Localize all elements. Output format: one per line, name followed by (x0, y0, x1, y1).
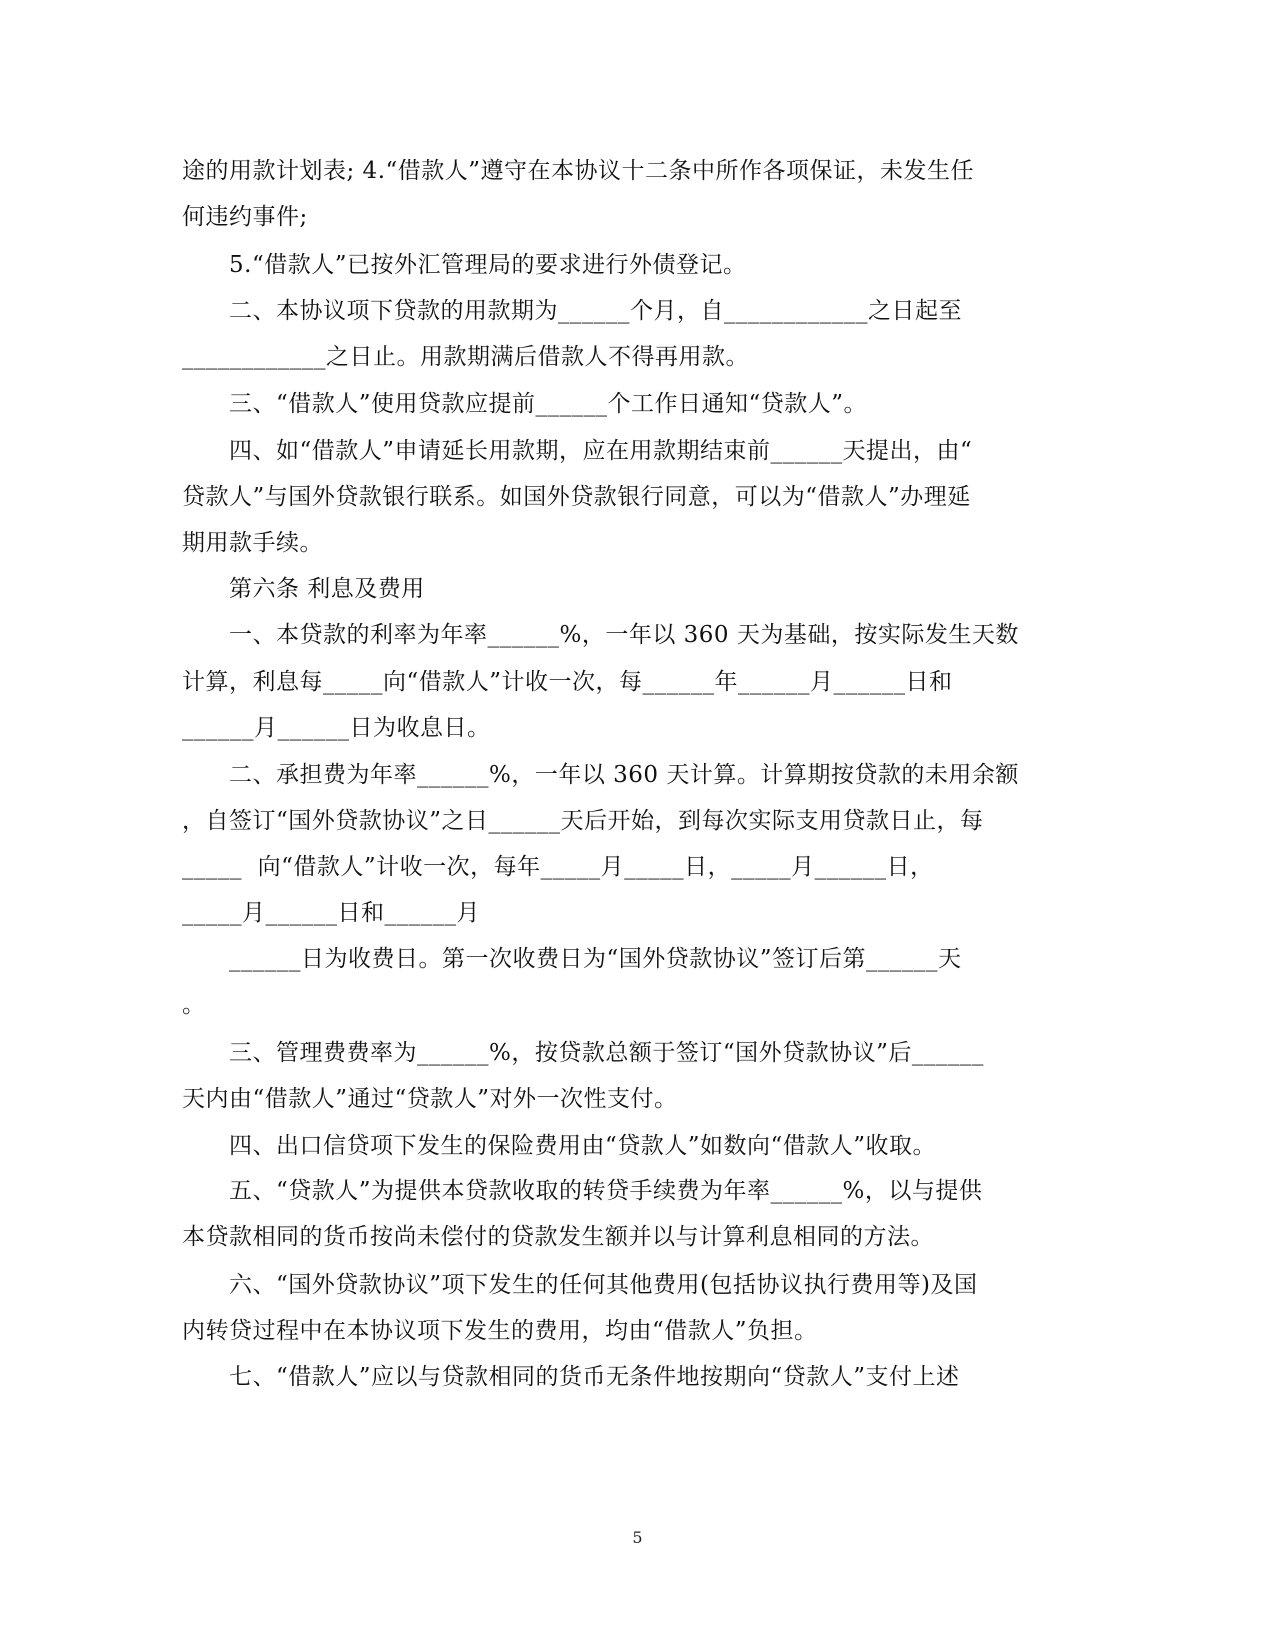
text-line: ______月______日为收息日。 (182, 715, 491, 741)
text-line: 二、本协议项下贷款的用款期为______个月，自____________之日起至 (229, 298, 962, 324)
text-line: 5.“借款人”已按外汇管理局的要求进行外债登记。 (229, 252, 747, 278)
text-line: 七、“借款人”应以与贷款相同的货币无条件地按期向“贷款人”支付上述 (229, 1364, 960, 1390)
text-line: _____ 向“借款人”计收一次，每年_____月_____日，_____月______日， (182, 854, 934, 880)
text-line: 。 (182, 992, 206, 1018)
text-line: 计算，利息每_____向“借款人”计收一次，每______年______月______日和 (182, 669, 953, 695)
text-line: 二、承担费为年率______%，一年以 360 天计算。计算期按贷款的未用余额 (229, 762, 1019, 788)
text-line: 一、本贷款的利率为年率______%，一年以 360 天为基础，按实际发生天数 (229, 622, 1019, 648)
text-line: ____________之日止。用款期满后借款人不得再用款。 (182, 344, 749, 370)
text-line: 三、“借款人”使用贷款应提前______个工作日通知“贷款人”。 (229, 391, 868, 417)
text-line: 何违约事件; (182, 204, 308, 230)
text-line: 本贷款相同的货币按尚未偿付的贷款发生额并以与计算利息相同的方法。 (182, 1224, 934, 1250)
text-line: ，自签订“国外贷款协议”之日______天后开始，到每次实际支用贷款日止，每 (182, 808, 984, 834)
text-line: 六、“国外贷款协议”项下发生的任何其他费用(包括协议执行费用等)及国 (229, 1272, 978, 1298)
text-line: 途的用款计划表; 4.“借款人”遵守在本协议十二条中所作各项保证，未发生任 (182, 158, 975, 184)
text-line: _____月______日和______月 (182, 900, 480, 926)
text-line: 内转贷过程中在本协议项下发生的费用，均由“借款人”负担。 (182, 1318, 818, 1344)
text-line: 天内由“借款人”通过“贷款人”对外一次性支付。 (182, 1086, 678, 1112)
text-line: 三、管理费费率为______%，按贷款总额于签订“国外贷款协议”后______ (229, 1040, 984, 1066)
text-line: 期用款手续。 (182, 530, 323, 556)
section-heading: 第六条 利息及费用 (229, 576, 425, 602)
page-number: 5 (632, 1528, 643, 1547)
text-line: 五、“贷款人”为提供本贷款收取的转贷手续费为年率______%，以与提供 (229, 1178, 983, 1204)
text-line: 贷款人”与国外贷款银行联系。如国外贷款银行同意，可以为“借款人”办理延 (182, 484, 971, 510)
text-line: 四、出口信贷项下发生的保险费用由“贷款人”如数向“借款人”收取。 (229, 1133, 937, 1159)
text-line: 四、如“借款人”申请延长用款期，应在用款期结束前______天提出，由“ (229, 438, 973, 464)
text-line: ______日为收费日。第一次收费日为“国外贷款协议”签订后第______天 (229, 946, 962, 972)
